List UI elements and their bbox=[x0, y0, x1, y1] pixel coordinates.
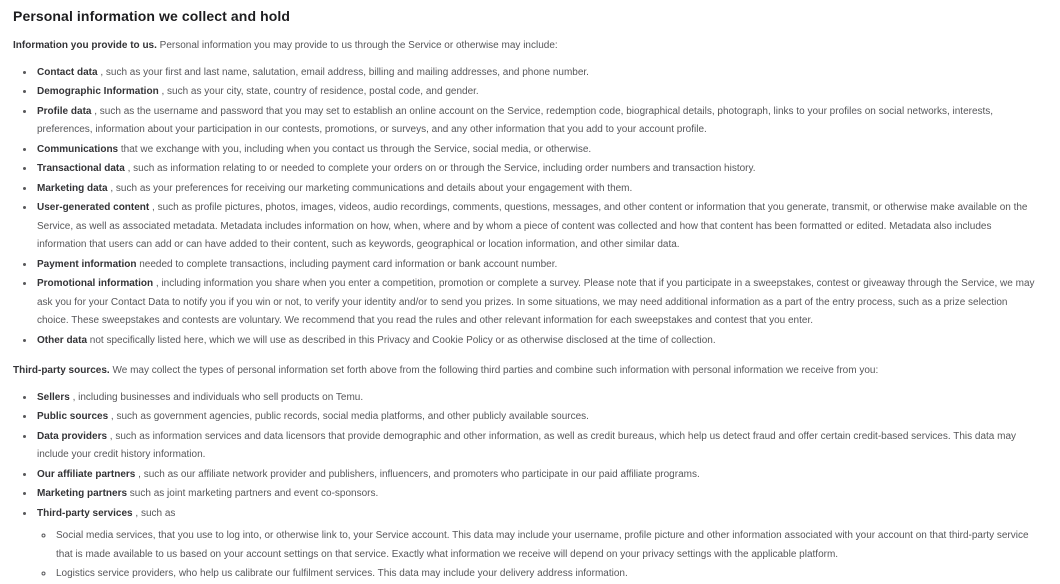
term-label: Other data bbox=[37, 334, 88, 346]
term-label: Public sources bbox=[37, 411, 109, 422]
intro-third-party-sources bbox=[13, 362, 1035, 381]
term-text: , such as the username and password that you may set to establish an online account on the Service, redemption code, biographical details, photograph, links to your profiles on social networks, interests, preferences, information about your participation in our contests, promotions, or surveys, and any other information that you add to your account profile. bbox=[37, 105, 994, 135]
term-text: that we exchange with you, including when you contact us through the Service, social media, or otherwise. bbox=[118, 143, 592, 155]
term-label: Marketing partners bbox=[37, 488, 128, 499]
term-text: such as joint marketing partners and event co-sponsors. bbox=[127, 488, 379, 499]
term-text: , such as bbox=[132, 507, 176, 519]
intro-text: We may collect the types of personal information set forth above from the following third parties and combine such information with personal information we receive from you: bbox=[109, 365, 879, 376]
term-label: Marketing data bbox=[37, 182, 108, 194]
list-item-payment-information bbox=[35, 255, 1035, 275]
third-party-services-sublist bbox=[37, 526, 1035, 584]
term-label: Payment information bbox=[37, 258, 137, 270]
term-text: not specifically listed here, which we will use as described in this Privacy and Cookie Policy or as otherwise disclosed at the time of collection. bbox=[87, 334, 716, 346]
term-label: User-generated content bbox=[37, 202, 150, 213]
term-text: , such as information services and data licensors that provide demographic and other information, as well as credit bureaus, which help us detect fraud and offer certain credit-based services. This data may include your credit history information. bbox=[37, 430, 1017, 460]
term-text: , such as your preferences for receiving our marketing communications and details about your engagement with them. bbox=[107, 182, 633, 194]
term-label: Communications bbox=[37, 143, 119, 155]
list-item-other-data bbox=[35, 331, 1035, 351]
list-item-transactional-data bbox=[35, 159, 1035, 179]
sub-list-item-social-media-services: ◦ Social media services, that you use to log into, or otherwise link to, your Service account. This data may include your username, profile picture and other information associated with your account on that third-party service that is made available to us based on your account settings on that service. Exactly what information we receive will depend on your privacy settings with the applicable platform. bbox=[54, 526, 1035, 564]
term-label: Demographic Information bbox=[37, 86, 159, 97]
intro-text: Personal information you may provide to us through the Service or otherwise may include: bbox=[156, 40, 558, 51]
list-item-communications bbox=[35, 140, 1035, 160]
list-item-promotional-information bbox=[35, 274, 1035, 331]
term-text: , such as information relating to or needed to complete your orders on or through the Service, including order numbers and transaction history. bbox=[124, 163, 756, 174]
third-party-sources-list bbox=[13, 388, 1035, 584]
list-item-profile-data bbox=[35, 102, 1035, 140]
term-text: , such as profile pictures, photos, images, videos, audio recordings, comments, questions, messages, and other content or information that you generate, transmit, or otherwise make available on the Service, as well as associated metadata. Metadata includes information on how, when, where and by whom a piece of content was collected and how that content has been formatted or edited. Metadata also includes information that users can add or can have added to their content, such as keywords, geographical or location information, and other similar data. bbox=[37, 202, 1028, 250]
list-item-marketing-data bbox=[35, 179, 1035, 199]
intro-lead: Third-party sources. bbox=[13, 365, 110, 376]
page-title: Personal information we collect and hold bbox=[13, 8, 291, 24]
term-text: , including businesses and individuals who sell products on Temu. bbox=[69, 391, 364, 403]
term-label: Promotional information bbox=[37, 278, 154, 289]
term-text: , such as your city, state, country of residence, postal code, and gender. bbox=[158, 86, 479, 97]
term-label: Contact data bbox=[37, 66, 98, 78]
term-text: , such as government agencies, public records, social media platforms, and other publicly available sources. bbox=[108, 411, 589, 422]
intro-lead: Information you provide to us. bbox=[13, 40, 157, 51]
list-item-data-providers bbox=[35, 427, 1035, 465]
list-item-demographic-information bbox=[35, 82, 1035, 102]
term-text: , such as your first and last name, salutation, email address, billing and mailing addresses, and phone number. bbox=[97, 66, 589, 78]
term-label: Profile data bbox=[37, 105, 92, 117]
term-text: , such as our affiliate network provider and publishers, influencers, and promoters who participate in our paid affiliate programs. bbox=[135, 468, 700, 480]
term-label: Sellers bbox=[37, 391, 70, 403]
term-text: , including information you share when you enter a competition, promotion or complete a survey. Please note that if you participate in a sweepstakes, contest or giveaway through the Service, we may ask you for your Contact Data to notify you if you win or not, to verify your identity and/or to send you prizes. In some situations, we may need additional information as a part of the entry process, such as a prize selection choice. These sweepstakes and contests are voluntary. We recommend that you read the rules and other relevant information for each sweepstakes and contest that you enter. bbox=[37, 278, 1035, 326]
term-label: Third-party services bbox=[37, 507, 133, 519]
list-item-sellers bbox=[35, 388, 1035, 408]
list-item-user-generated-content bbox=[35, 198, 1035, 255]
intro-information-you-provide bbox=[13, 37, 1035, 56]
term-label: Transactional data bbox=[37, 163, 125, 174]
list-item-contact-data bbox=[35, 63, 1035, 83]
provided-information-list bbox=[13, 63, 1035, 351]
list-item-public-sources bbox=[35, 407, 1035, 427]
sub-list-item-logistics-providers: ◦ Logistics service providers, who help us calibrate our fulfilment services. This data may include your delivery address information. bbox=[54, 564, 1035, 584]
term-label: Data providers bbox=[37, 430, 108, 442]
term-label: Our affiliate partners bbox=[37, 468, 136, 480]
list-item-affiliate-partners bbox=[35, 465, 1035, 485]
list-item-marketing-partners bbox=[35, 484, 1035, 504]
list-item-third-party-services bbox=[35, 504, 1035, 584]
term-text: needed to complete transactions, including payment card information or bank account number. bbox=[136, 258, 558, 270]
